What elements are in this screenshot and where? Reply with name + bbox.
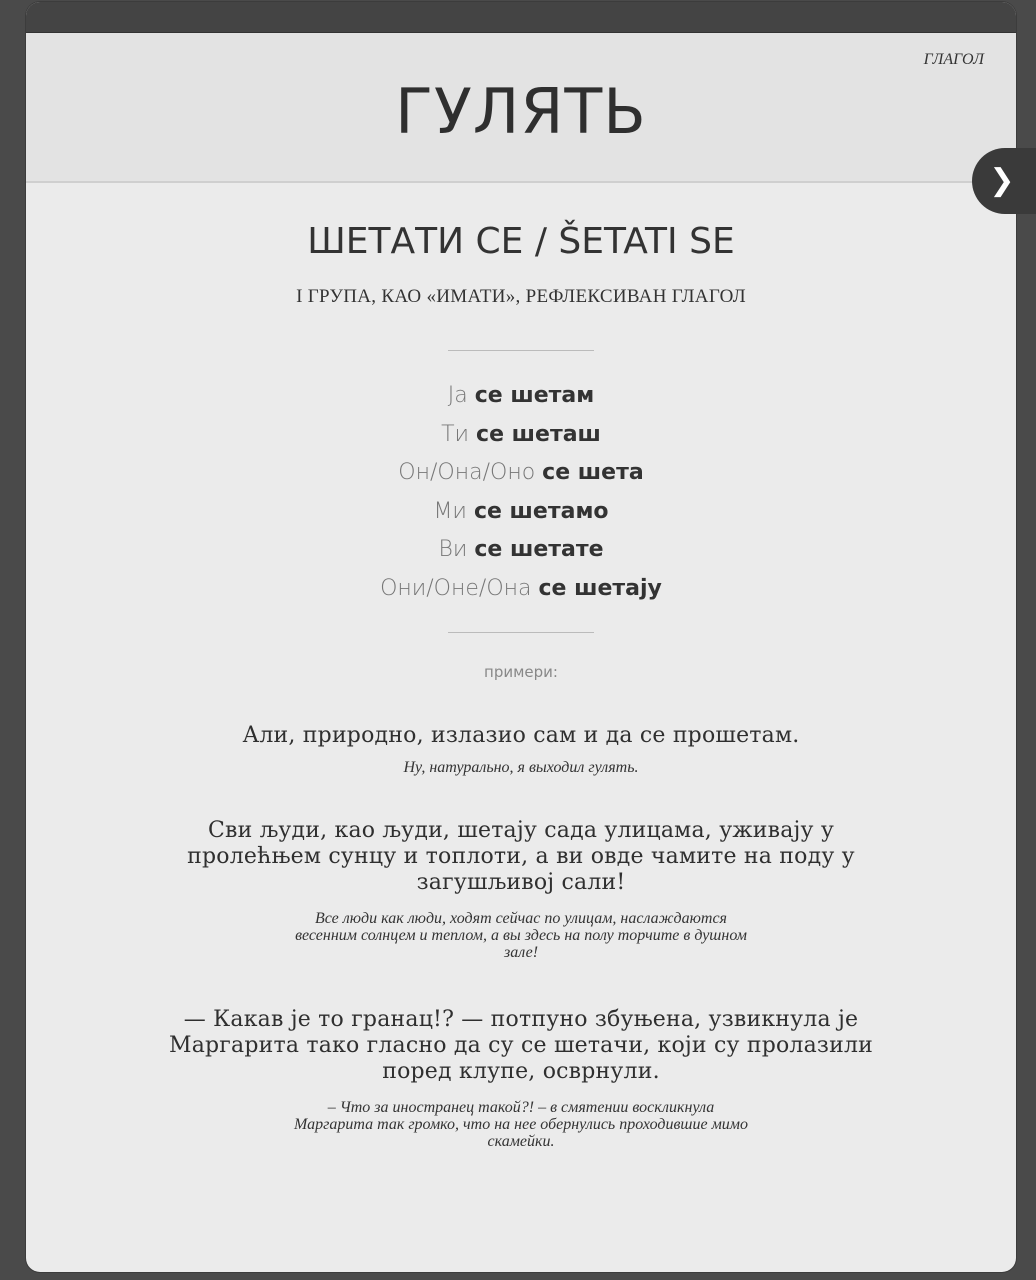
pronoun: Ја bbox=[447, 383, 468, 408]
pronoun: Ми bbox=[433, 498, 467, 524]
verb-form: се шетамо bbox=[473, 498, 609, 524]
word-title: ГУЛЯТЬ bbox=[395, 75, 647, 148]
example-russian: – Что за иностранец такой?! – в смятении воскликнула Маргарита так громко, что на нее обернулись проходившие мимо скамейки. bbox=[293, 1099, 749, 1150]
example-item bbox=[161, 1007, 881, 1150]
verb-form: се шетате bbox=[474, 537, 604, 562]
example-serbian: Али, природно, излазио сам и да се прошетам. bbox=[242, 723, 800, 748]
word-card bbox=[26, 2, 1016, 1272]
example-item bbox=[161, 818, 881, 961]
example-russian: Ну, натурально, я выходил гулять. bbox=[403, 759, 639, 776]
translation-heading: ШЕТАТИ СЕ / ŠETATI SE bbox=[307, 221, 735, 262]
verb-form: се шетају bbox=[538, 575, 662, 601]
example-russian: Все люди как люди, ходят сейчас по улицам, наслаждаются весенним солнцем и теплом, а вы здесь на полу торчите в душном зале! bbox=[295, 910, 747, 961]
pronoun: Ви bbox=[438, 537, 468, 562]
pronoun: Ти bbox=[441, 421, 470, 447]
conjugation-list bbox=[26, 377, 1016, 608]
word-content bbox=[26, 221, 1016, 1150]
examples-label: примери: bbox=[484, 663, 558, 681]
verb-group-info: I ГРУПА, КАО «ИМАТИ», РЕФЛЕКСИВАН ГЛАГОЛ bbox=[296, 286, 746, 307]
verb-form: се шеташ bbox=[476, 421, 601, 447]
chevron-right-icon: ❯ bbox=[989, 163, 1015, 198]
word-header bbox=[26, 33, 1016, 183]
divider bbox=[448, 632, 594, 633]
conjugation-row bbox=[26, 454, 1016, 493]
conjugation-row bbox=[26, 377, 1016, 416]
pronoun: Они/Оне/Она bbox=[380, 575, 532, 601]
part-of-speech-label: ГЛАГОЛ bbox=[923, 51, 984, 68]
conjugation-row bbox=[26, 570, 1016, 609]
example-serbian: Сви људи, као људи, шетају сада улицама, уживају у пролећњем сунцу и топлоти, а ви овде чамите на поду у загушљивој сали! bbox=[187, 818, 855, 895]
next-button[interactable] bbox=[972, 148, 1036, 214]
verb-form: се шетам bbox=[474, 383, 595, 408]
example-serbian: — Какав је то гранац!? — потпуно збуњена, узвикнула је Маргарита тако гласно да су се шетачи, који су пролазили поред клупе, осврнули. bbox=[168, 1007, 874, 1084]
conjugation-row bbox=[26, 416, 1016, 455]
conjugation-row bbox=[26, 531, 1016, 570]
conjugation-row bbox=[26, 493, 1016, 532]
card-top-bar bbox=[26, 2, 1016, 33]
divider bbox=[448, 350, 594, 351]
example-item bbox=[161, 723, 881, 776]
verb-form: се шета bbox=[542, 460, 644, 485]
pronoun: Он/Она/Оно bbox=[398, 460, 536, 485]
